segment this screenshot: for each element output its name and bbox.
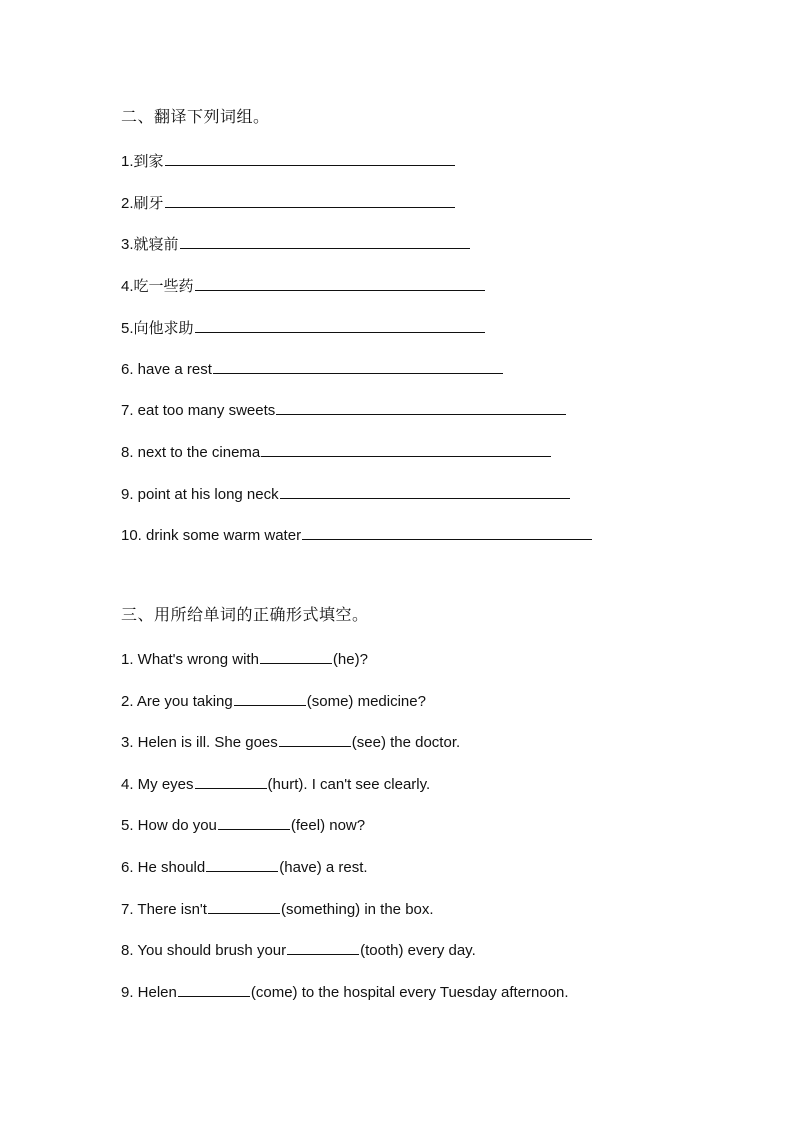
fill-item-3 bbox=[121, 731, 460, 753]
fill-item-6 bbox=[121, 856, 368, 878]
fill-item-before: 2. Are you taking bbox=[121, 693, 233, 710]
fill-item-before: 5. How do you bbox=[121, 817, 217, 834]
translate-item-7 bbox=[121, 398, 566, 421]
answer-blank[interactable] bbox=[302, 523, 592, 540]
answer-blank[interactable] bbox=[178, 981, 250, 997]
fill-item-after: (hurt). I can't see clearly. bbox=[267, 776, 431, 793]
fill-item-before: 3. Helen is ill. She goes bbox=[121, 734, 278, 751]
fill-item-after: (some) medicine? bbox=[306, 693, 426, 710]
answer-blank[interactable] bbox=[206, 856, 278, 872]
translate-item-2 bbox=[121, 191, 455, 214]
translate-item-1 bbox=[121, 149, 455, 172]
fill-item-before: 1. What's wrong with bbox=[121, 651, 259, 668]
fill-item-1 bbox=[121, 648, 368, 670]
translate-item-text: 2.刷牙 bbox=[121, 195, 164, 212]
answer-blank[interactable] bbox=[213, 357, 503, 374]
answer-blank[interactable] bbox=[261, 440, 551, 457]
answer-blank[interactable] bbox=[195, 274, 485, 291]
answer-blank[interactable] bbox=[280, 482, 570, 499]
answer-blank[interactable] bbox=[180, 232, 470, 249]
answer-blank[interactable] bbox=[165, 191, 455, 208]
fill-item-before: 4. My eyes bbox=[121, 776, 194, 793]
translate-item-6 bbox=[121, 357, 503, 380]
fill-item-after: (have) a rest. bbox=[279, 859, 368, 876]
fill-item-before: 8. You should brush your bbox=[121, 942, 287, 959]
answer-blank[interactable] bbox=[234, 690, 306, 706]
translate-item-text: 5.向他求助 bbox=[121, 320, 194, 337]
translate-item-10 bbox=[121, 523, 592, 546]
translate-item-text: 9. point at his long neck bbox=[121, 486, 279, 503]
fill-item-after: (come) to the hospital every Tuesday afternoon. bbox=[250, 984, 569, 1001]
fill-item-4 bbox=[121, 773, 430, 795]
fill-item-after: (tooth) every day. bbox=[360, 942, 476, 959]
translate-item-text: 3.就寝前 bbox=[121, 236, 179, 253]
section-3-title: 三、用所给单词的正确形式填空。 bbox=[121, 607, 369, 624]
fill-item-before: 6. He should bbox=[121, 859, 206, 876]
answer-blank[interactable] bbox=[195, 773, 267, 789]
answer-blank[interactable] bbox=[195, 316, 485, 333]
fill-item-after: (he)? bbox=[332, 651, 368, 668]
translate-item-3 bbox=[121, 232, 470, 255]
translate-item-text: 4.吃一些药 bbox=[121, 278, 194, 295]
translate-item-5 bbox=[121, 316, 485, 339]
answer-blank[interactable] bbox=[260, 648, 332, 664]
answer-blank[interactable] bbox=[218, 814, 290, 830]
fill-item-after: (feel) now? bbox=[290, 817, 366, 834]
fill-item-after: (see) the doctor. bbox=[351, 734, 461, 751]
translate-item-text: 8. next to the cinema bbox=[121, 444, 261, 461]
translate-item-text: 10. drink some warm water bbox=[121, 527, 302, 544]
fill-item-before: 7. There isn't bbox=[121, 901, 207, 918]
answer-blank[interactable] bbox=[208, 898, 280, 914]
answer-blank[interactable] bbox=[165, 149, 455, 166]
translate-item-9 bbox=[121, 482, 570, 505]
section-2-title: 二、翻译下列词组。 bbox=[121, 109, 270, 126]
fill-item-2 bbox=[121, 690, 426, 712]
fill-item-7 bbox=[121, 898, 434, 920]
translate-item-text: 7. eat too many sweets bbox=[121, 402, 276, 419]
fill-item-8 bbox=[121, 939, 476, 961]
translate-item-text: 1.到家 bbox=[121, 153, 164, 170]
fill-item-5 bbox=[121, 814, 365, 836]
answer-blank[interactable] bbox=[276, 398, 566, 415]
fill-item-9 bbox=[121, 981, 569, 1003]
translate-item-4 bbox=[121, 274, 485, 297]
translate-item-text: 6. have a rest bbox=[121, 361, 212, 378]
fill-item-before: 9. Helen bbox=[121, 984, 177, 1001]
fill-item-after: (something) in the box. bbox=[280, 901, 434, 918]
answer-blank[interactable] bbox=[279, 731, 351, 747]
answer-blank[interactable] bbox=[287, 939, 359, 955]
translate-item-8 bbox=[121, 440, 551, 463]
